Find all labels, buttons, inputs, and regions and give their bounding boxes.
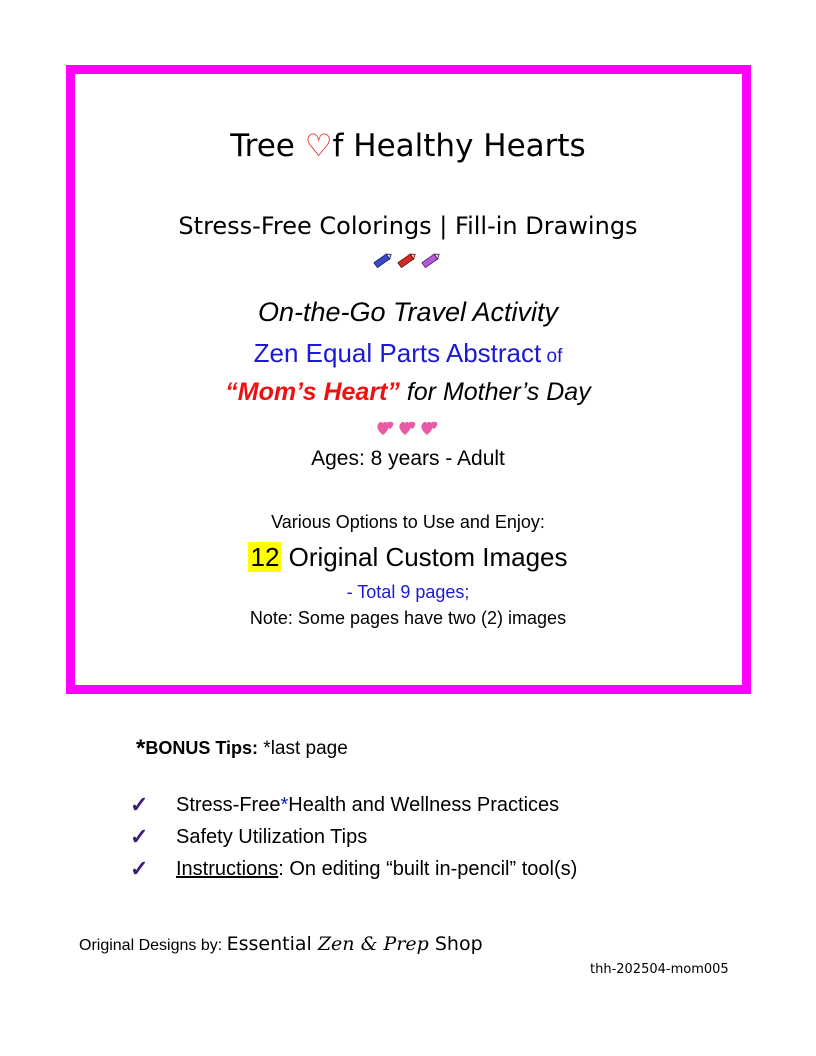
- ages-text: Ages: 8 years - Adult: [311, 447, 505, 470]
- shop-name-script: Zen & Prep: [317, 933, 429, 955]
- bonus-label: BONUS Tips:: [145, 738, 259, 758]
- title-part: f Healthy Hearts: [332, 128, 586, 164]
- total-pages-text: - Total 9 pages;: [346, 582, 470, 602]
- tip-text: Stress-Free: [176, 793, 281, 816]
- images-count-badge: 12: [250, 542, 280, 572]
- credit-line: [79, 933, 483, 955]
- check-icon: ✓: [130, 792, 149, 817]
- note-text: Note: Some pages have two (2) images: [249, 608, 567, 628]
- title-part: Tree: [230, 128, 305, 164]
- tip-text: Safety Utilization Tips: [176, 825, 368, 848]
- list-item: [130, 821, 577, 853]
- images-count-line: [0, 542, 816, 573]
- mom-heading: [0, 378, 816, 407]
- bonus-heading: [136, 735, 348, 763]
- product-code: thh-202504-mom005: [590, 962, 729, 977]
- bonus-star: *: [136, 735, 146, 762]
- tip-star: *: [280, 793, 289, 816]
- tips-list: [130, 789, 577, 885]
- list-item: [130, 853, 577, 885]
- hearts-icon: [0, 417, 816, 445]
- subtitle: Stress-Free Colorings | Fill-in Drawings: [178, 212, 638, 240]
- travel-heading: On-the-Go Travel Activity: [257, 297, 559, 327]
- credit-label: Original Designs by:: [79, 937, 227, 954]
- zen-heading: [0, 338, 816, 369]
- tip-text: Health and Wellness Practices: [288, 793, 560, 816]
- zen-of: of: [541, 346, 563, 367]
- zen-main: Zen Equal Parts Abstract: [253, 338, 542, 368]
- shop-name: [227, 933, 483, 955]
- tip-text: : On editing “built in-pencil” tool(s): [278, 857, 578, 880]
- instructions-label: Instructions: [176, 857, 279, 880]
- mothers-day-text: for Mother’s Day: [399, 378, 591, 406]
- bonus-rest: *last page: [258, 738, 348, 759]
- shop-name-part: Essential: [226, 933, 318, 955]
- check-icon: ✓: [130, 824, 149, 849]
- options-text: Various Options to Use and Enjoy:: [271, 512, 545, 532]
- pencils-icon: [0, 250, 816, 275]
- mom-heart-text: “Mom’s Heart”: [225, 378, 400, 406]
- check-icon: ✓: [130, 856, 149, 881]
- heart-icon: ♡: [304, 128, 333, 164]
- images-label: Original Custom Images: [281, 542, 568, 572]
- page-title: [0, 128, 816, 164]
- shop-name-part: Shop: [428, 933, 483, 955]
- list-item: [130, 789, 577, 821]
